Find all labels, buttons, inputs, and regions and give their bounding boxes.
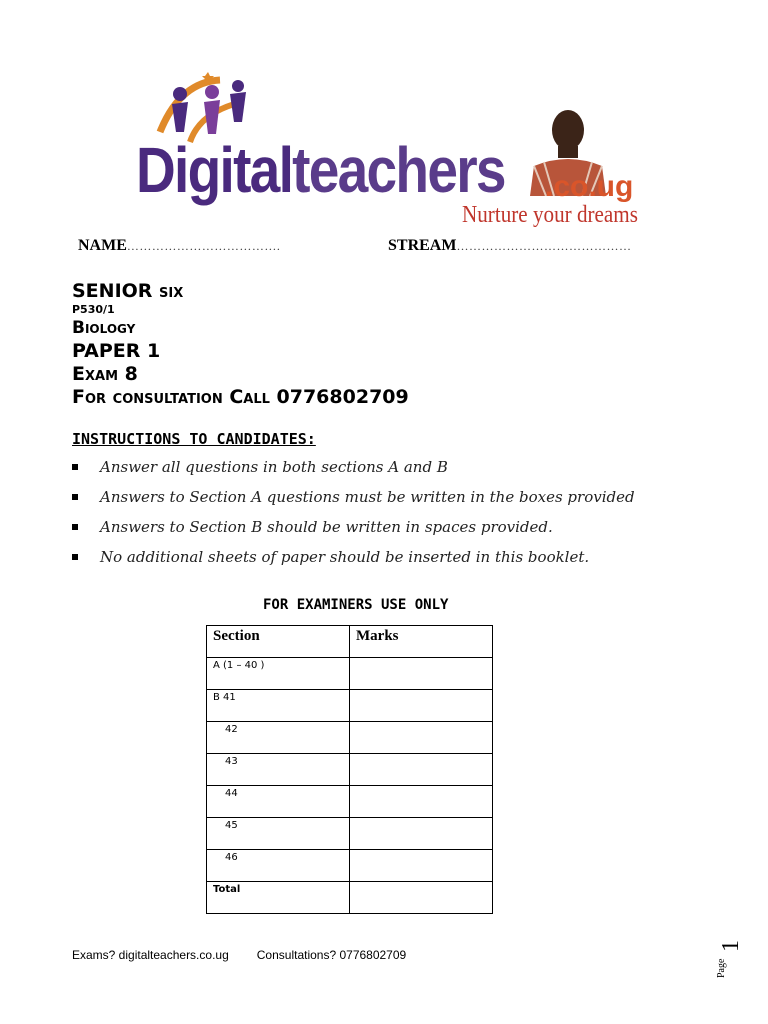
bullet-icon — [72, 464, 78, 470]
marks-cell[interactable] — [350, 882, 493, 914]
column-header-section: Section — [207, 626, 350, 658]
bullet-icon — [72, 554, 78, 560]
table-header-row — [207, 626, 493, 658]
section-cell: 43 — [207, 754, 350, 786]
consultation-line: For consultation Call 0776802709 — [72, 386, 409, 408]
name-field[interactable] — [78, 237, 280, 255]
section-cell: 45 — [207, 818, 350, 850]
instruction-item: Answers to Section B should be written in spaces provided. — [72, 515, 635, 545]
page-number — [708, 930, 748, 980]
table-row — [207, 882, 493, 914]
footer-exams-link[interactable]: Exams? digitalteachers.co.ug — [72, 948, 229, 962]
name-label: NAME — [78, 237, 127, 254]
paper-title: PAPER 1 — [72, 340, 161, 362]
page-digit: 1 — [718, 940, 744, 952]
instructions-list — [72, 455, 635, 575]
marks-cell[interactable] — [350, 850, 493, 882]
instruction-item: No additional sheets of paper should be inserted in this booklet. — [72, 545, 635, 575]
table-row — [207, 722, 493, 754]
page-word: Page — [716, 958, 727, 978]
table-row — [207, 754, 493, 786]
tagline: Nurture your dreams — [462, 202, 638, 228]
instruction-item: Answers to Section A questions must be written in the boxes provided — [72, 485, 635, 515]
footer-consultations: Consultations? 0776802709 — [256, 948, 407, 962]
marks-cell[interactable] — [350, 690, 493, 722]
table-row — [207, 850, 493, 882]
table-row — [207, 690, 493, 722]
stream-dots: …………………………………… — [456, 239, 632, 253]
brand-domain: .co.ug — [545, 170, 634, 203]
paper-code: P530/1 — [72, 303, 115, 316]
table-row — [207, 786, 493, 818]
section-cell: A (1 – 40 ) — [207, 658, 350, 690]
section-cell: 44 — [207, 786, 350, 818]
section-cell: B 41 — [207, 690, 350, 722]
bullet-icon — [72, 494, 78, 500]
marks-cell[interactable] — [350, 818, 493, 850]
table-row — [207, 658, 493, 690]
brand-logo-text: Digitalteachers — [136, 134, 505, 206]
marks-cell[interactable] — [350, 722, 493, 754]
bullet-icon — [72, 524, 78, 530]
stream-label: STREAM — [388, 237, 457, 254]
total-cell: Total — [207, 882, 350, 914]
marks-cell[interactable] — [350, 754, 493, 786]
name-dots: ………………………………. — [126, 239, 281, 253]
instruction-item: Answer all questions in both sections A and B — [72, 455, 635, 485]
marks-cell[interactable] — [350, 786, 493, 818]
examiners-heading: FOR EXAMINERS USE ONLY — [263, 597, 449, 613]
column-header-marks: Marks — [350, 626, 493, 658]
footer — [72, 948, 406, 962]
subject-title: Biology — [72, 318, 136, 338]
level-title: SENIOR six — [72, 280, 184, 302]
marks-table — [206, 625, 493, 914]
marks-cell[interactable] — [350, 658, 493, 690]
section-cell: 46 — [207, 850, 350, 882]
instructions-heading: INSTRUCTIONS TO CANDIDATES: — [72, 430, 316, 448]
stream-field[interactable] — [388, 237, 631, 255]
table-row — [207, 818, 493, 850]
section-cell: 42 — [207, 722, 350, 754]
exam-title: Exam 8 — [72, 363, 138, 385]
